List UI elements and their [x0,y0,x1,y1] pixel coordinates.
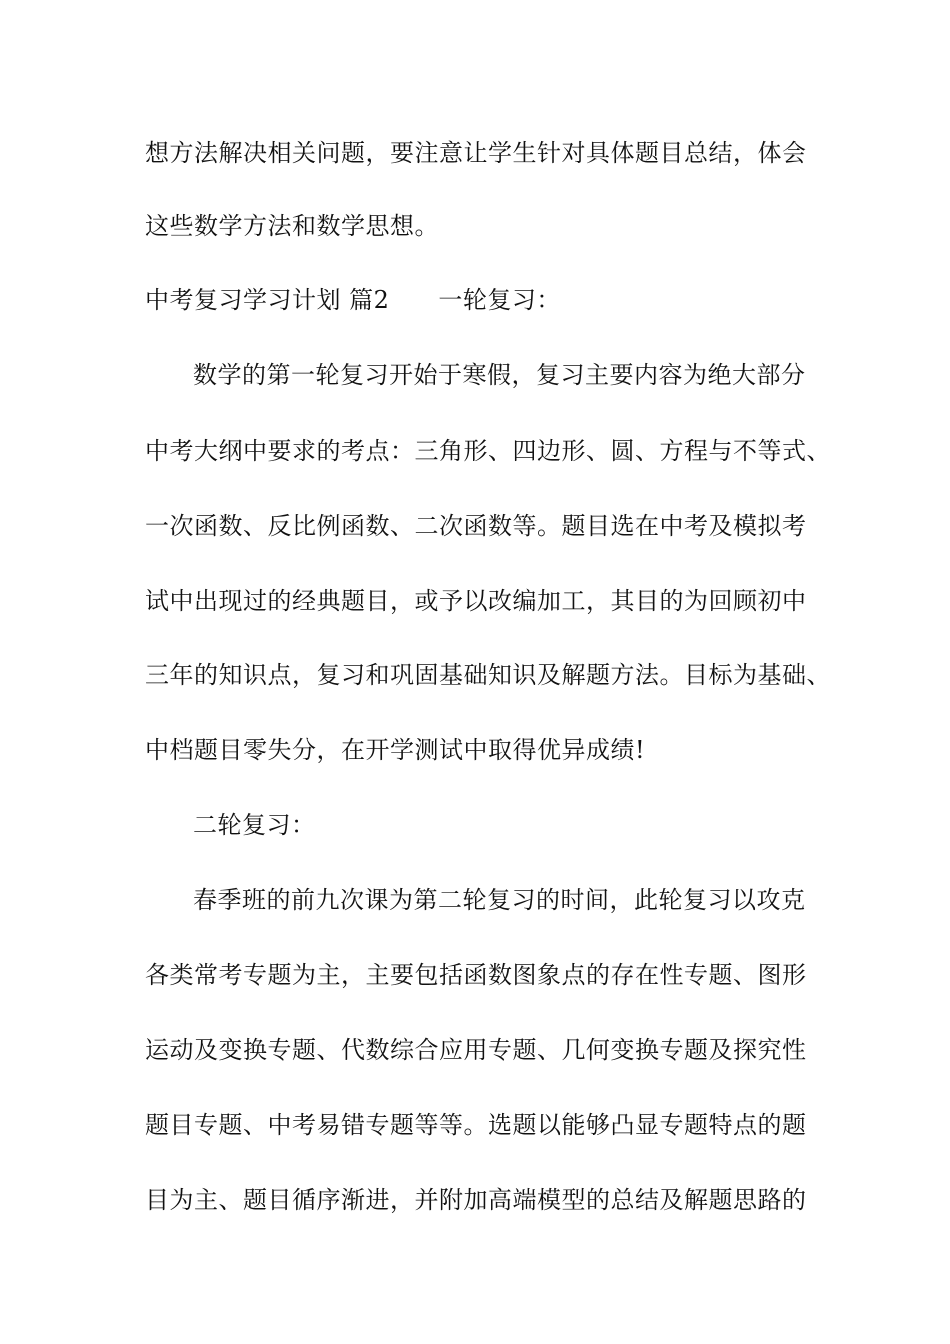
text-line: 三年的知识点，复习和巩固基础知识及解题方法。目标为基础、 [145,661,831,689]
text-line: 试中出现过的经典题目，或予以改编加工，其目的为回顾初中 [145,587,807,615]
text-line: 中考大纲中要求的考点：三角形、四边形、圆、方程与不等式、 [145,437,831,465]
text-line: 一次函数、反比例函数、二次函数等。题目选在中考及模拟考 [145,512,807,540]
text-line: 这些数学方法和数学思想。 [145,212,439,240]
subsection-heading: 二轮复习： [193,811,316,839]
paragraph-start: 数学的第一轮复习开始于寒假，复习主要内容为绝大部分 [193,361,806,389]
section-heading: 中考复习学习计划 篇2 一轮复习： [145,286,561,314]
text-line: 想方法解决相关问题，要注意让学生针对具体题目总结，体会 [145,139,807,167]
text-line: 运动及变换专题、代数综合应用专题、几何变换专题及探究性 [145,1036,807,1064]
paragraph-start: 春季班的前九次课为第二轮复习的时间，此轮复习以攻克 [193,886,806,914]
text-line: 各类常考专题为主，主要包括函数图象点的存在性专题、图形 [145,961,807,989]
text-line: 题目专题、中考易错专题等等。选题以能够凸显专题特点的题 [145,1111,807,1139]
text-line: 中档题目零失分，在开学测试中取得优异成绩! [145,736,646,764]
text-line: 目为主、题目循序渐进，并附加高端模型的总结及解题思路的 [145,1186,807,1214]
